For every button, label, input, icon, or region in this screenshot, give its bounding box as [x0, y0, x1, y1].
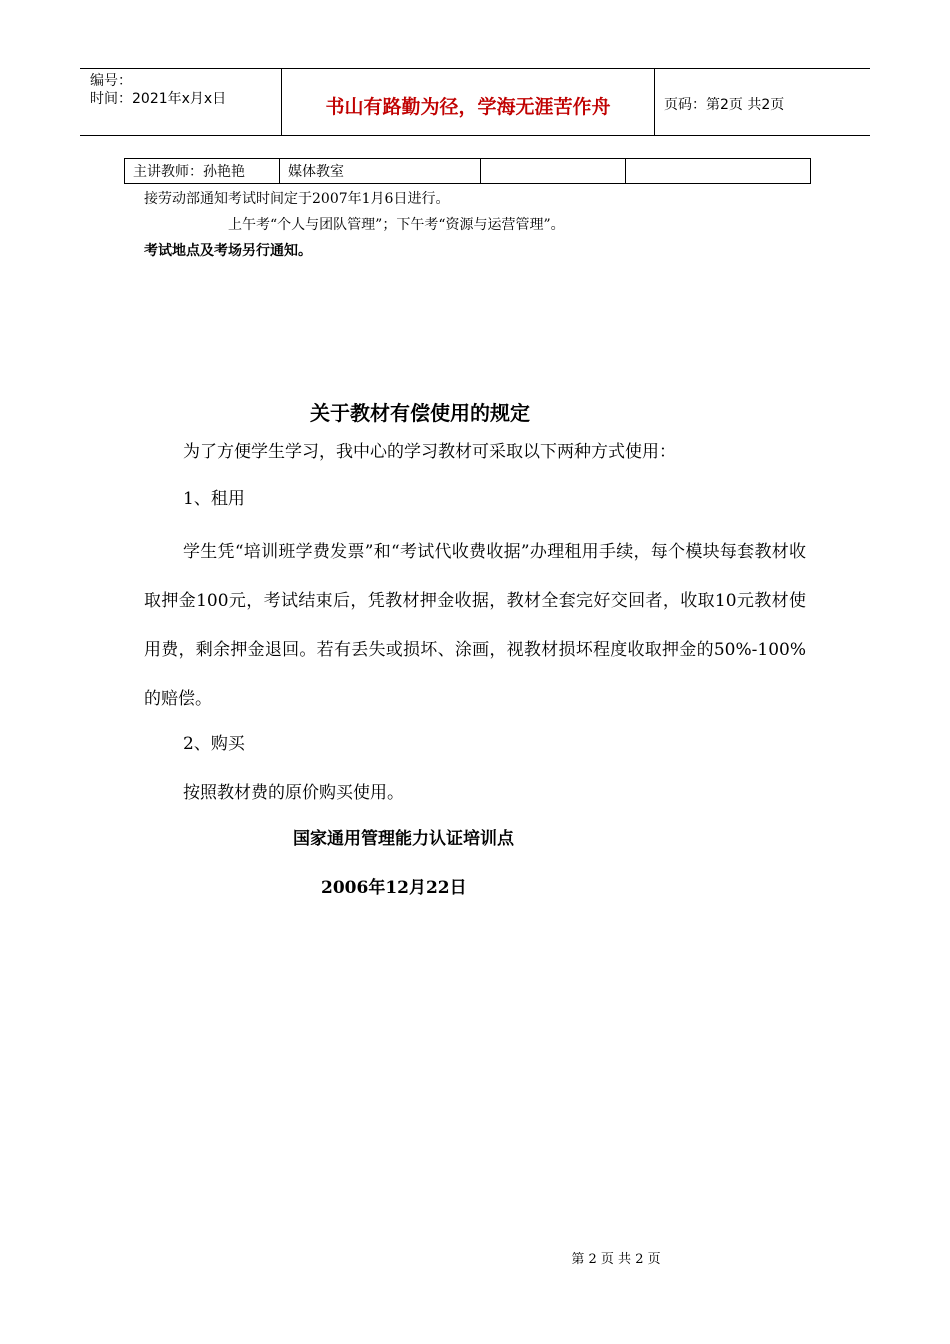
header-bottom-rule [80, 135, 870, 136]
room-cell: 媒体教室 [280, 159, 481, 184]
footer-page-number: 第 2 页 共 2 页 [571, 1252, 661, 1267]
document-title: 关于教材有偿使用的规定 [310, 401, 530, 425]
notice-line-1: 接劳动部通知考试时间定于2007年1月6日进行。 [144, 191, 450, 207]
item2-body: 按照教材费的原价购买使用。 [183, 783, 404, 803]
info-table [124, 158, 811, 184]
notice-line-3: 考试地点及考场另行通知。 [144, 243, 312, 259]
item1-body: 学生凭“培训班学费发票”和“考试代收费收据”办理租用手续，每个模块每套教材收取押金100元，考试结束后，凭教材押金收据，教材全套完好交回者，收取10元教材使用费，剩余押金退回。若有丢失或损坏、涂画，视教材损坏程度收取押金的50%-100%的赔偿。 [144, 542, 806, 709]
table-row [125, 159, 811, 184]
signature-org: 国家通用管理能力认证培训点 [293, 829, 514, 849]
header-number: 编号： [90, 73, 132, 89]
empty-cell [626, 159, 811, 184]
header-page-number: 页码：第2页 共2页 [664, 97, 785, 113]
empty-cell [481, 159, 626, 184]
header-time: 时间：2021年x月x日 [90, 91, 227, 107]
signature-date: 2006年12月22日 [321, 878, 467, 898]
item1-heading: 1、租用 [183, 489, 245, 509]
intro-paragraph: 为了方便学生学习，我中心的学习教材可采取以下两种方式使用： [183, 442, 676, 462]
header-meta [90, 72, 226, 108]
notice-line-2: 上午考“个人与团队管理”；下午考“资源与运营管理”。 [228, 217, 565, 233]
header-motto: 书山有路勤为径，学海无涯苦作舟 [325, 96, 611, 118]
item2-heading: 2、购买 [183, 734, 245, 754]
teacher-cell: 主讲教师：孙艳艳 [125, 159, 280, 184]
header-top-rule [80, 68, 870, 69]
header-divider-right [654, 68, 655, 135]
